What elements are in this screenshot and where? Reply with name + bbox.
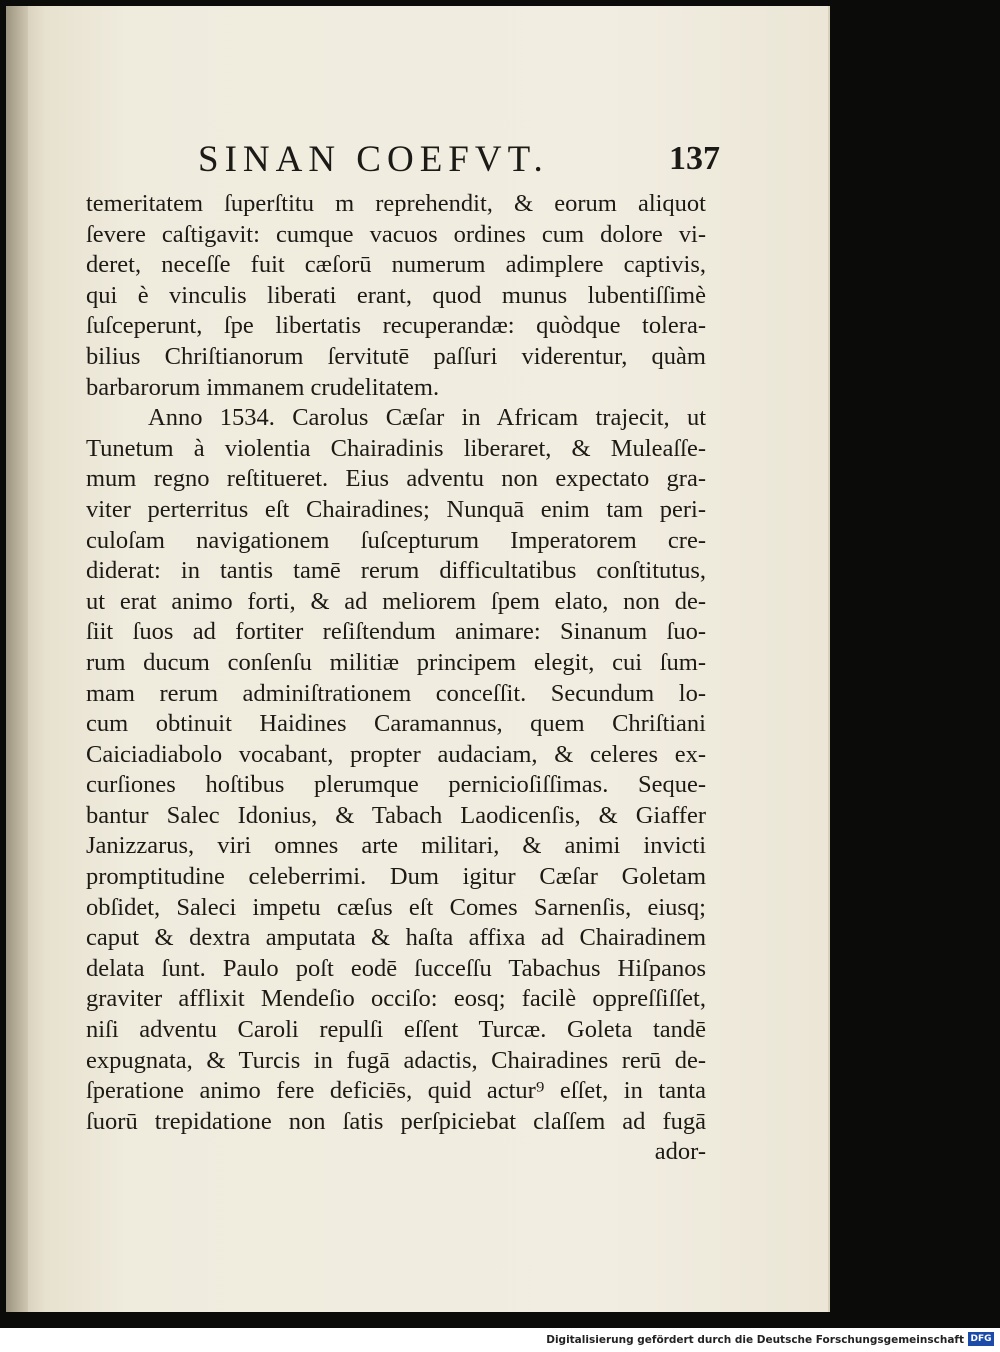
text-line: caput & dextra amputata & haſta affixa ad Chairadinem [86, 924, 706, 952]
body-text [86, 189, 706, 1168]
text-line: expugnata, & Turcis in fugā adactis, Chairadines rerū de- [86, 1046, 706, 1074]
text-line: graviter afflixit Mendeſio occiſo: eosq; facilè oppreſſiſſet, [86, 985, 706, 1013]
text-line: qui è vinculis liberati erant, quod munus lubentiſſimè [86, 281, 706, 309]
text-line: ſuſceperunt, ſpe libertatis recuperandæ: quòdque tolera- [86, 312, 706, 340]
text-line: obſidet, Saleci impetu cæſus eſt Comes Sarnenſis, eiusq; [86, 893, 706, 921]
text-line: Caiciadiabolo vocabant, propter audaciam, & celeres ex- [86, 740, 706, 768]
text-line: barbarorum immanem crudelitatem. [86, 373, 440, 401]
text-line: curſiones hoſtibus plerumque pernicioſiſſimas. Seque- [86, 771, 706, 799]
running-title: SINAN COEFVT. [198, 139, 549, 180]
text-line: mum regno reſtitueret. Eius adventu non expectato gra- [86, 465, 706, 493]
text-line: diderat: in tantis tamē rerum difficultatibus conſtitutus, [86, 557, 706, 585]
text-line: Anno 1534. Carolus Cæſar in Africam trajecit, ut [148, 404, 706, 432]
book-page [6, 6, 830, 1312]
running-head [88, 138, 720, 184]
text-line: ſevere caſtigavit: cumque vacuos ordines cum dolore vi- [86, 220, 706, 248]
text-line: culoſam navigationem ſuſcepturum Imperatorem cre- [86, 526, 706, 554]
text-line: ſuorū trepidatione non ſatis perſpiciebat claſſem ad fugā [86, 1107, 706, 1135]
text-line: rum ducum conſenſu militiæ principem elegit, cui ſum- [86, 648, 706, 676]
funding-credit: Digitalisierung gefördert durch die Deutsche Forschungsgemeinschaft [546, 1334, 964, 1346]
text-line: Janizzarus, viri omnes arte militari, & animi invicti [86, 832, 706, 860]
page-number: 137 [669, 140, 720, 177]
text-line: bantur Salec Idonius, & Tabach Laodicenſis, & Giaffer [86, 801, 706, 829]
text-line: bilius Chriſtianorum ſervitutē paſſuri viderentur, quàm [86, 342, 706, 370]
text-line: ut erat animo forti, & ad meliorem ſpem elato, non de- [86, 587, 706, 615]
text-line: viter perterritus eſt Chairadines; Nunquā enim tam peri- [86, 495, 706, 523]
text-line: deret, neceſſe fuit cæſorū numerum adimplere captivis, [86, 251, 706, 279]
text-line: mam rerum adminiſtrationem conceſſit. Secundum lo- [86, 679, 706, 707]
dfg-logo-icon: DFG [968, 1332, 994, 1346]
text-line: cum obtinuit Haidines Caramannus, quem Chriſtiani [86, 710, 706, 738]
text-line: temeritatem ſuperſtitu m reprehendit, & eorum aliquot [86, 190, 706, 217]
text-line: promptitudine celeberrimi. Dum igitur Cæſar Goletam [86, 863, 706, 891]
text-line: delata ſunt. Paulo poſt eodē ſucceſſu Tabachus Hiſpanos [86, 954, 706, 982]
text-line: niſi adventu Caroli repulſi eſſent Turcæ. Goleta tandē [86, 1016, 706, 1044]
page-gutter-shadow [6, 6, 28, 1312]
text-line: Tunetum à violentia Chairadinis liberaret, & Muleaſſe- [86, 434, 706, 462]
text-line: ſiit ſuos ad fortiter reſiſtendum animare: Sinanum ſuo- [86, 618, 706, 646]
footer-bar [0, 1328, 1000, 1352]
catchword: ador- [654, 1138, 706, 1166]
text-line: ſperatione animo fere deficiēs, quid actur⁹ eſſet, in tanta [86, 1077, 706, 1105]
